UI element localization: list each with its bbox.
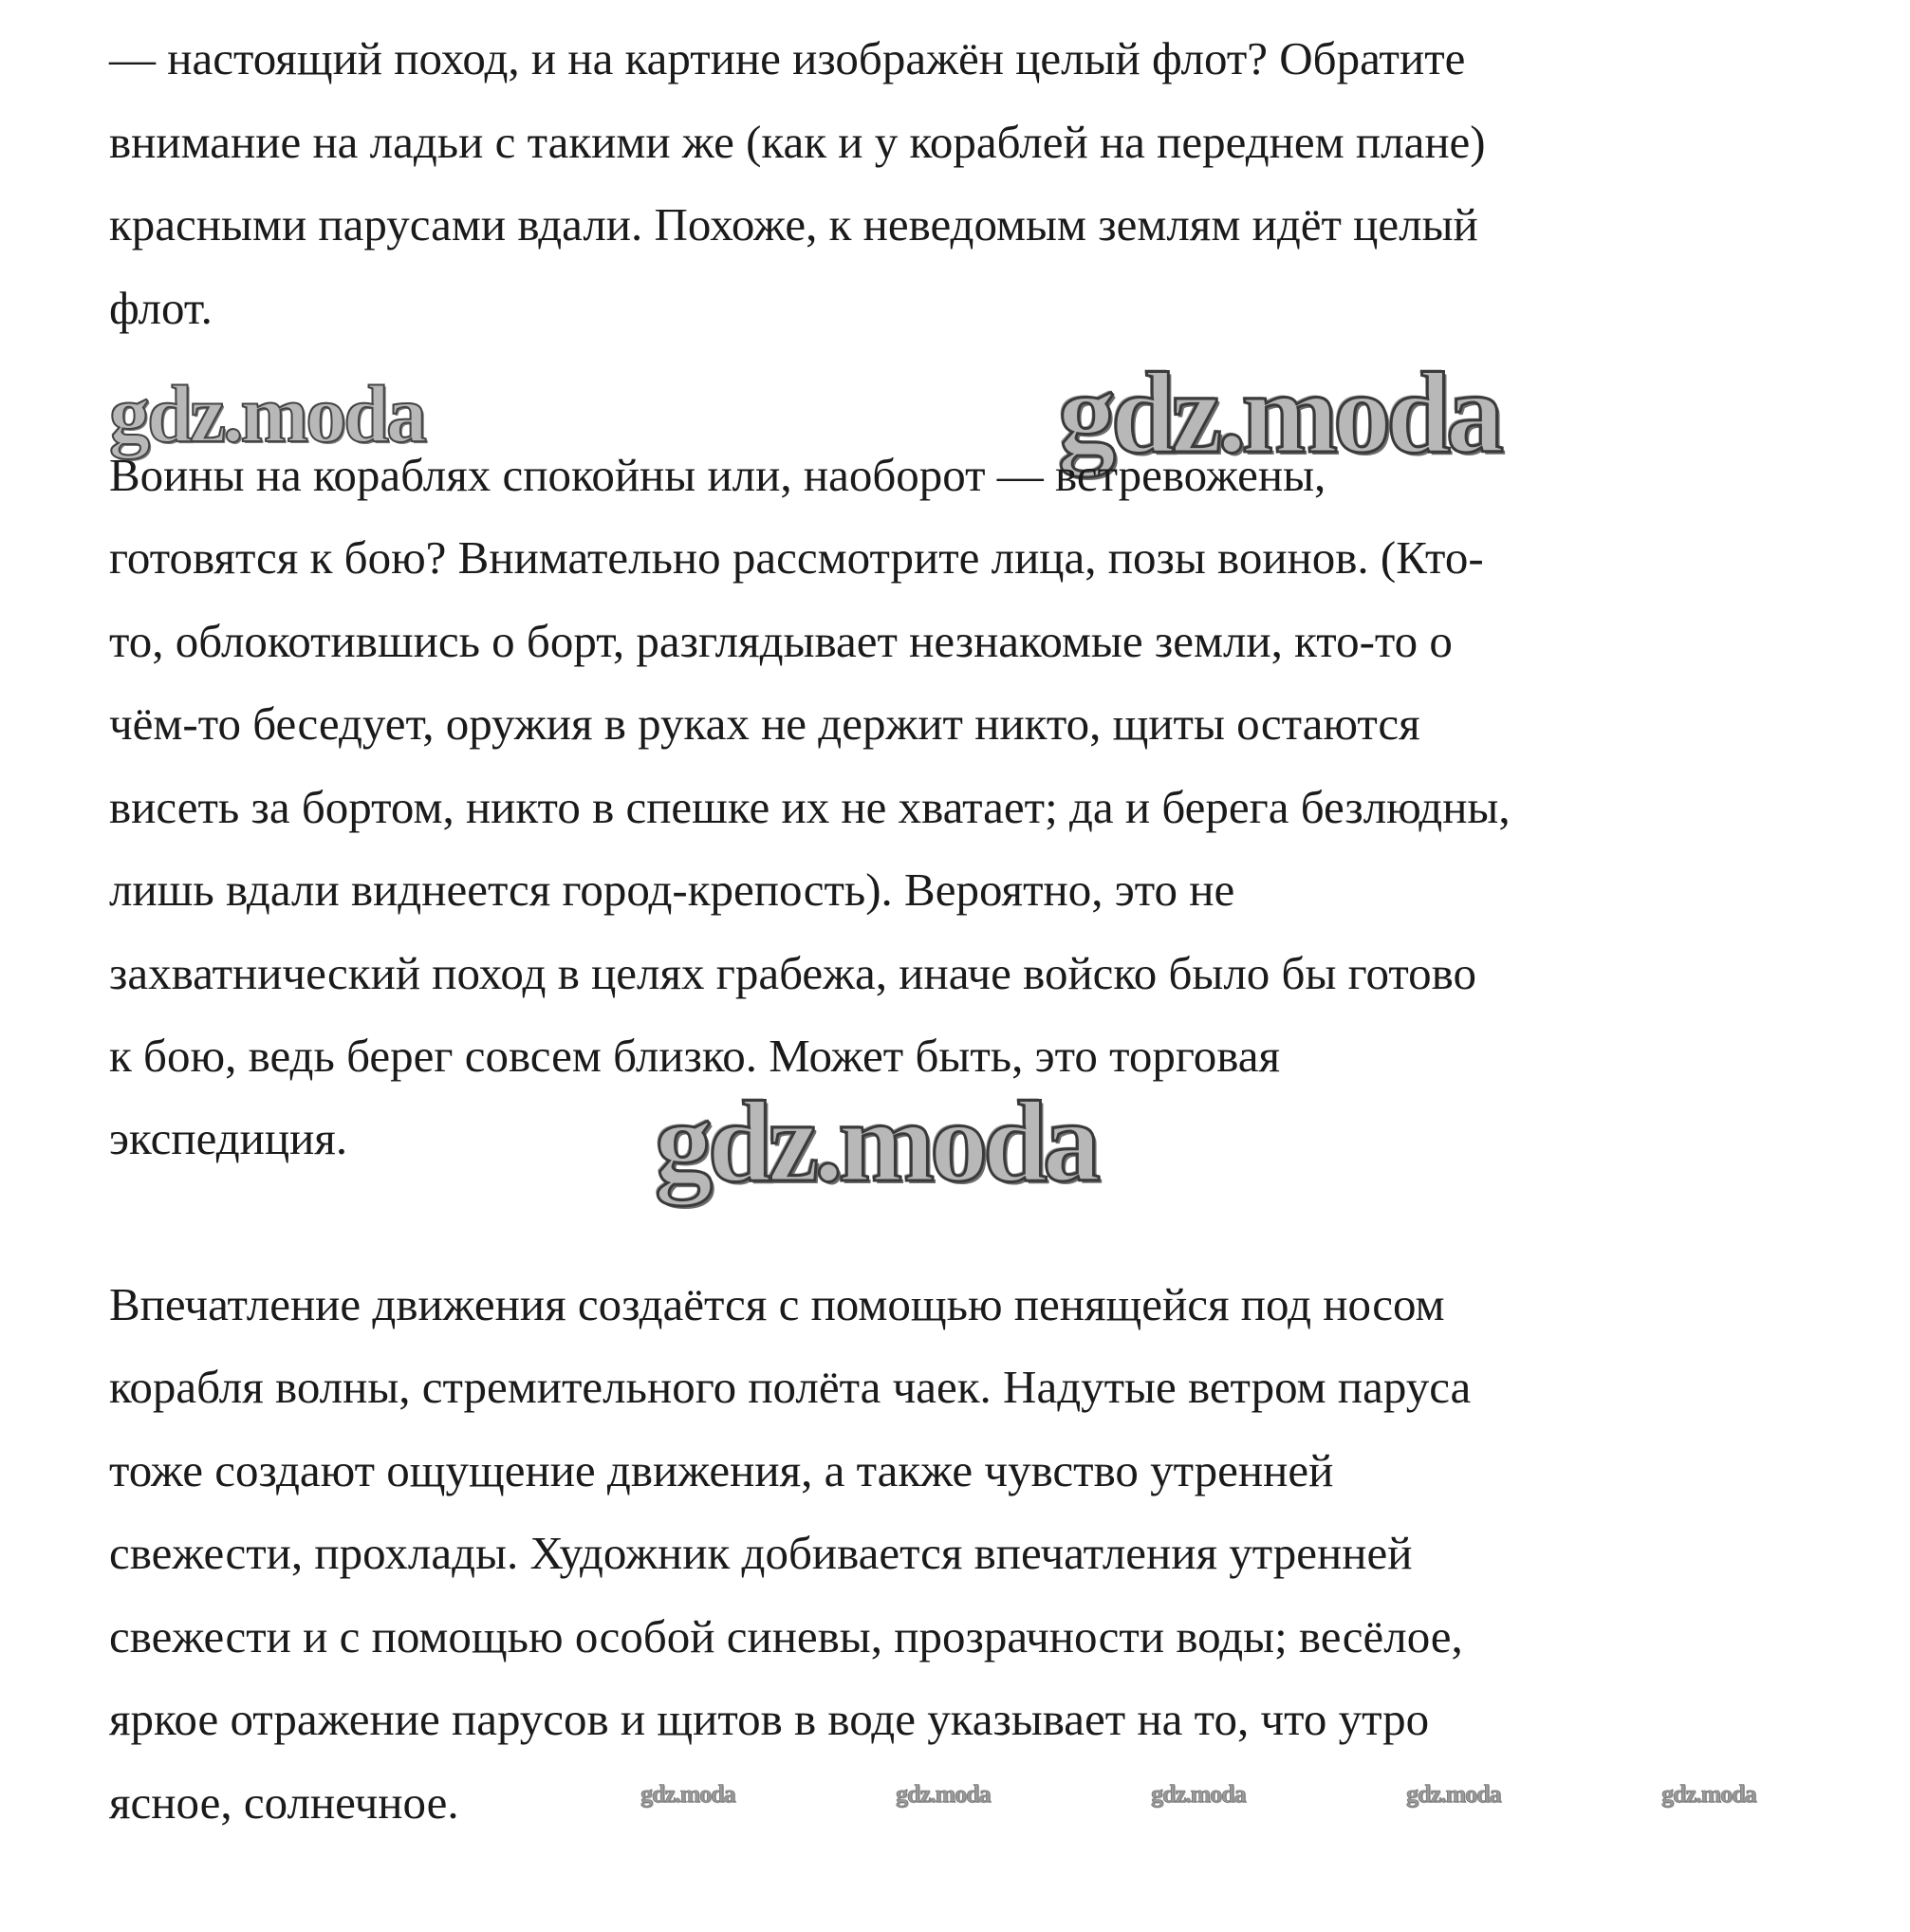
text-line: — настоящий поход, и на картине изображён целый флот? Обратите — [109, 32, 1466, 84]
text-line: лишь вдали виднеется город-крепость). Вероятно, это не — [109, 864, 1235, 916]
text-line: свежести, прохлады. Художник добивается впечатления утренней — [109, 1527, 1413, 1579]
text-line: Воины на кораблях спокойны или, наоборот — встревожены, — [109, 449, 1326, 501]
text-line: экспедиция. — [109, 1112, 348, 1164]
text-line: флот. — [109, 282, 213, 334]
watermark-footer: gdz.moda — [1406, 1780, 1501, 1808]
text-line: тоже создают ощущение движения, а также чувство утренней — [109, 1444, 1334, 1496]
text-line: корабля волны, стремительного полёта чаек. Надутые ветром паруса — [109, 1361, 1472, 1413]
text-line: висеть за бортом, никто в спешке их не хватает; да и берега безлюдны, — [109, 781, 1511, 833]
text-line: красными парусами вдали. Похоже, к неведомым землям идёт целый — [109, 198, 1478, 251]
text-line: внимание на ладьи с такими же (как и у кораблей на переднем плане) — [109, 116, 1486, 168]
text-line: к бою, ведь берег совсем близко. Может быть, это торговая — [109, 1030, 1281, 1082]
text-line: готовятся к бою? Внимательно рассмотрите лица, позы воинов. (Кто- — [109, 531, 1484, 584]
watermark-logo: gdz.moda — [655, 1078, 1096, 1206]
text-line: чём-то беседует, оружия в руках не держит никто, щиты остаются — [109, 697, 1420, 750]
text-line: яркое отражение парусов и щитов в воде указывает на то, что утро — [109, 1693, 1430, 1745]
text-line: свежести и с помощью особой синевы, прозрачности воды; весёлое, — [109, 1610, 1463, 1663]
watermark-footer: gdz.moda — [896, 1780, 991, 1808]
watermark-footer: gdz.moda — [1151, 1780, 1246, 1808]
watermark-footer: gdz.moda — [640, 1780, 735, 1808]
watermark-logo: gdz.moda — [1058, 349, 1499, 477]
text-line: ясное, солнечное. — [109, 1776, 459, 1829]
text-line: то, облокотившись о борт, разглядывает незнакомые земли, кто-то о — [109, 615, 1453, 667]
watermark-logo: gdz.moda — [109, 368, 424, 459]
text-line: Впечатление движения создаётся с помощью пенящейся под носом — [109, 1278, 1445, 1330]
text-line: захватнический поход в целях грабежа, иначе войско было бы готово — [109, 947, 1476, 999]
watermark-footer: gdz.moda — [1661, 1780, 1756, 1808]
